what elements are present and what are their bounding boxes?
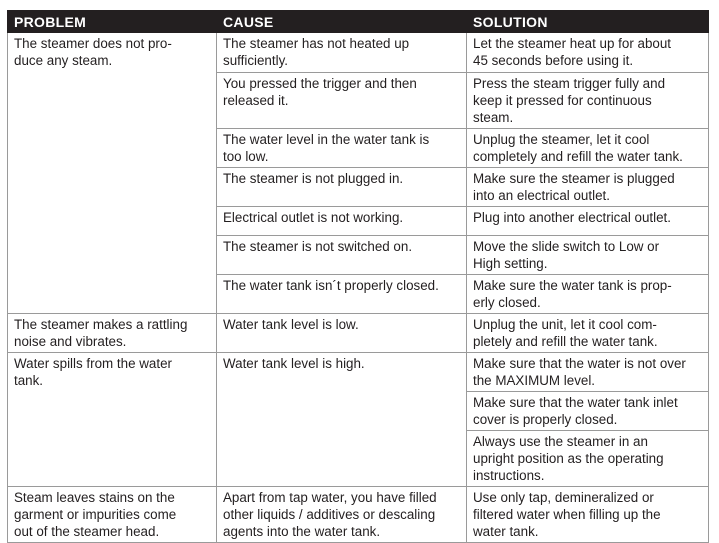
table-row [8,487,709,543]
solution-cell: Always use the steamer in an upright position as the operating instructions. [467,431,709,487]
cause-cell: Apart from tap water, you have filled other liquids / additives or descaling agents into the water tank. [217,487,467,543]
cause-cell: Electrical outlet is not working. [217,207,467,236]
problem-cell: The steamer makes a rattling noise and vibrates. [8,314,217,353]
solution-cell: Let the steamer heat up for about 45 seconds before using it. [467,33,709,73]
header-solution: SOLUTION [467,11,709,33]
solution-cell: Make sure that the water tank inlet cover is properly closed. [467,392,709,431]
cause-cell: Water tank level is high. [217,353,467,487]
cause-cell: The steamer has not heated up sufficiently. [217,33,467,73]
solution-cell: Press the steam trigger fully and keep it pressed for continuous steam. [467,73,709,129]
troubleshooting-table [7,10,709,543]
solution-cell: Unplug the unit, let it cool com- pletely and refill the water tank. [467,314,709,353]
cause-cell: The steamer is not plugged in. [217,168,467,207]
header-row [8,11,709,33]
problem-cell: Water spills from the water tank. [8,353,217,487]
table-row [8,314,709,353]
solution-cell: Make sure the steamer is plugged into an electrical outlet. [467,168,709,207]
problem-cell: Steam leaves stains on the garment or impurities come out of the steamer head. [8,487,217,543]
solution-cell: Move the slide switch to Low or High setting. [467,236,709,275]
table-row [8,353,709,392]
cause-cell: Water tank level is low. [217,314,467,353]
cause-cell: You pressed the trigger and then released it. [217,73,467,129]
table-row [8,33,709,73]
solution-cell: Use only tap, demineralized or filtered water when filling up the water tank. [467,487,709,543]
solution-cell: Unplug the steamer, let it cool completely and refill the water tank. [467,129,709,168]
header-problem: PROBLEM [8,11,217,33]
cause-cell: The water level in the water tank is too low. [217,129,467,168]
solution-cell: Make sure the water tank is prop- erly closed. [467,275,709,314]
solution-cell: Make sure that the water is not over the MAXIMUM level. [467,353,709,392]
cause-cell: The steamer is not switched on. [217,236,467,275]
cause-cell: The water tank isn´t properly closed. [217,275,467,314]
solution-cell: Plug into another electrical outlet. [467,207,709,236]
header-cause: CAUSE [217,11,467,33]
problem-cell: The steamer does not pro- duce any steam. [8,33,217,314]
